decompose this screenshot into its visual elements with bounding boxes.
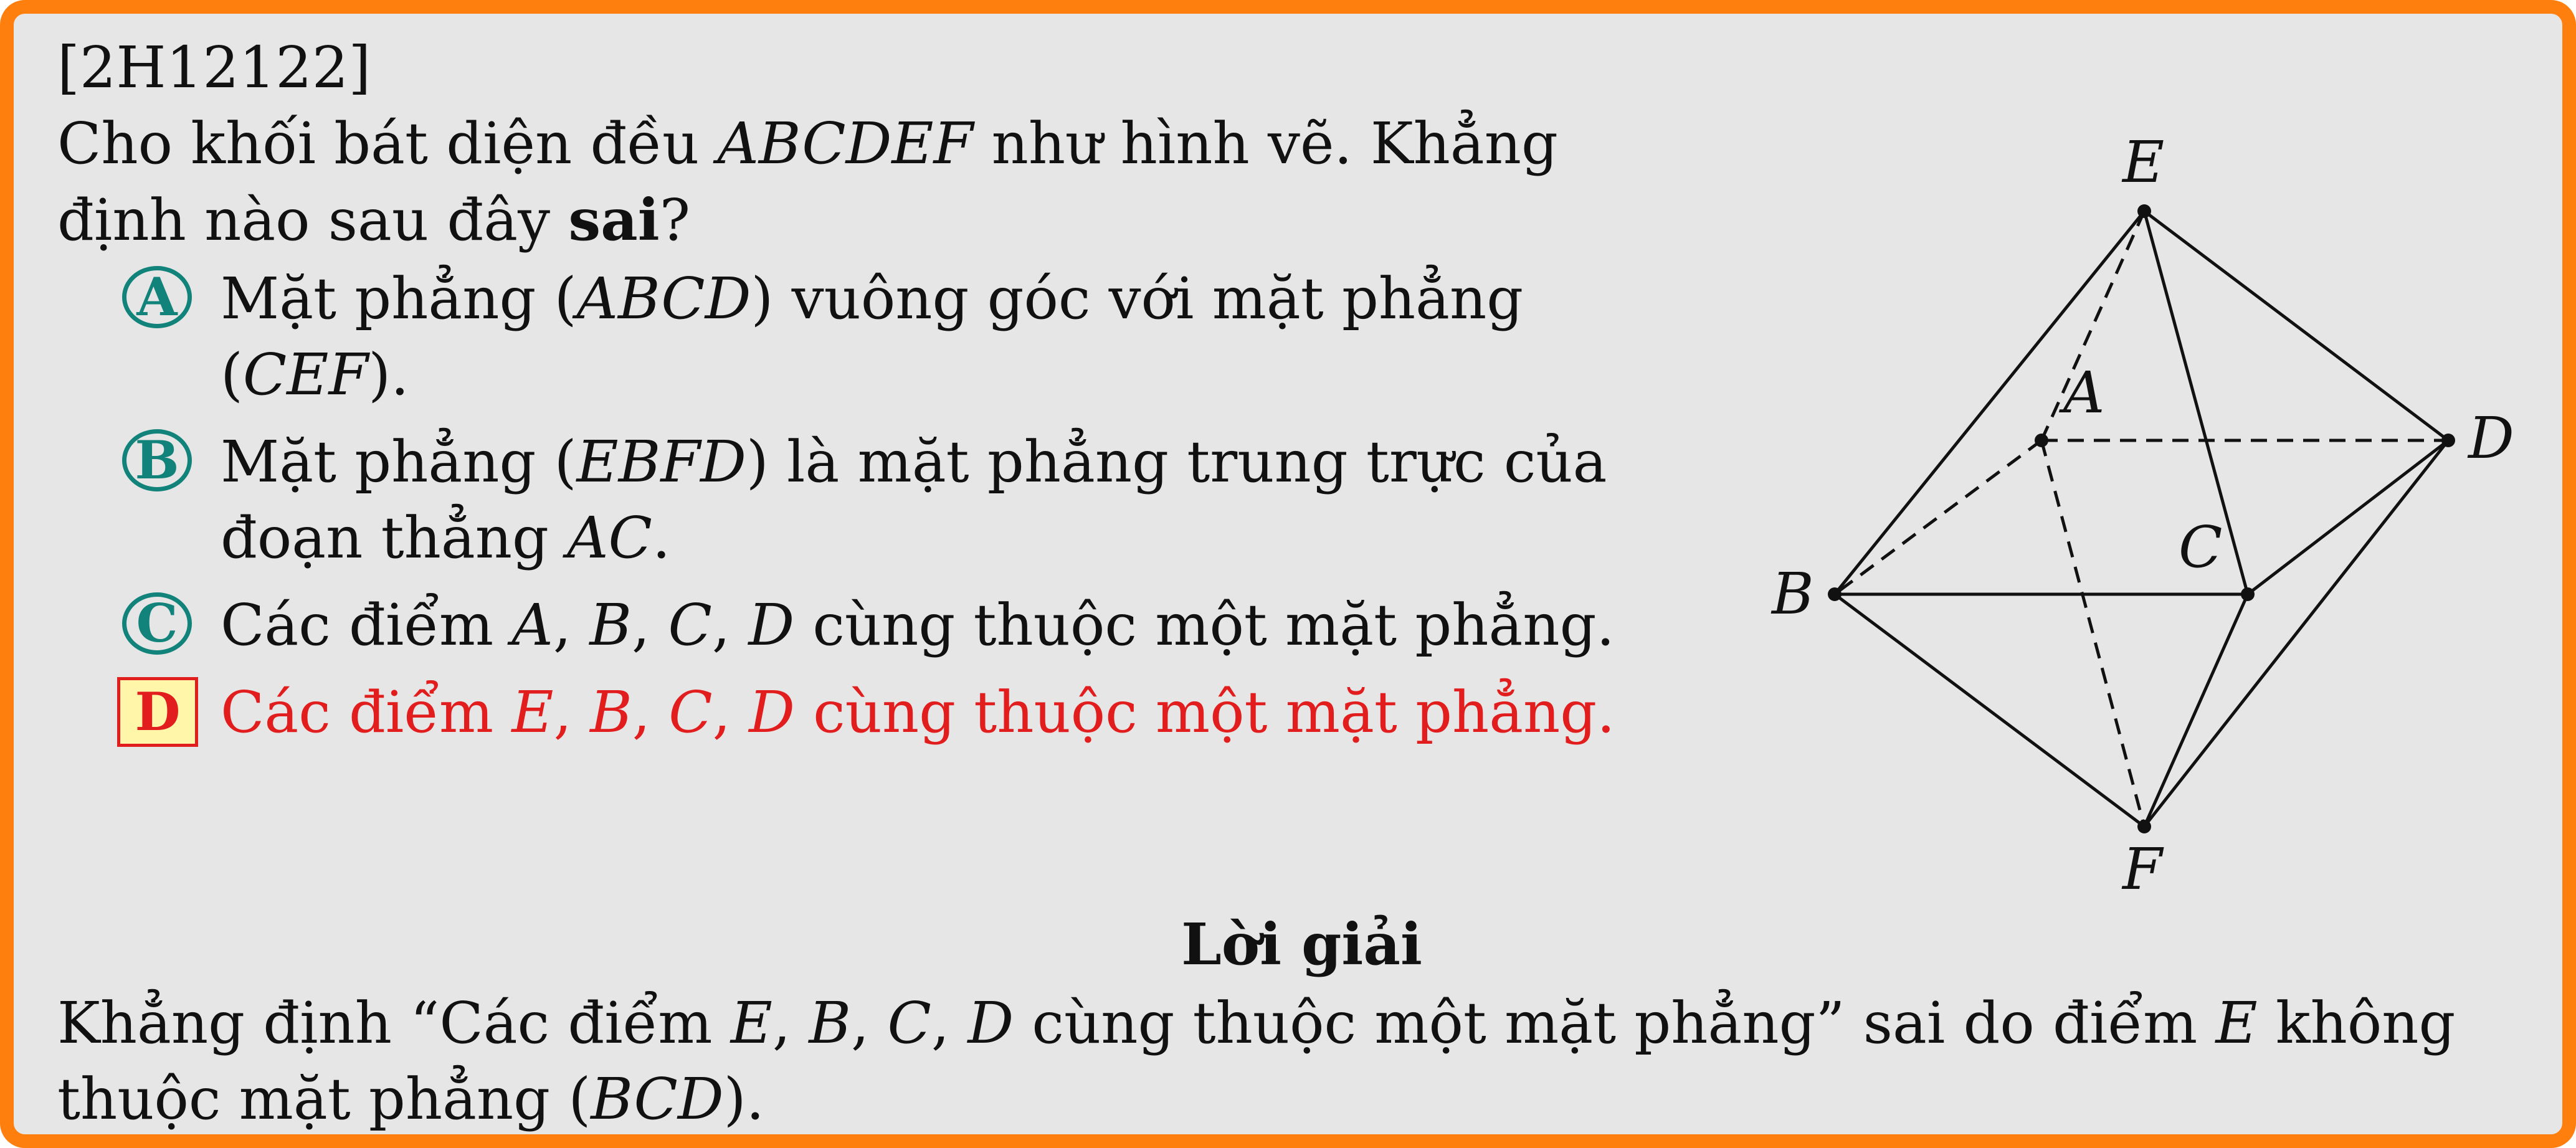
vertex-d <box>2441 434 2455 447</box>
label-f: F <box>2122 836 2162 903</box>
problem-content <box>57 30 1702 762</box>
label-b: B <box>1772 561 1814 627</box>
label-c: C <box>2179 514 2223 581</box>
option-b-text: Mặt phẳng (EBFD) là mặt phẳng trung trực của đoạn thẳng AC. <box>221 429 1607 571</box>
edge-df <box>2144 440 2448 827</box>
vertex-b <box>1828 587 1842 601</box>
option-d-text: Các điểm E, B, C, D cùng thuộc một mặt phẳng. <box>221 679 1615 746</box>
option-a-badge: A <box>122 266 192 328</box>
vertex-c <box>2241 587 2255 601</box>
edge-af <box>2041 440 2144 827</box>
edge-ed <box>2144 211 2448 440</box>
option-c-text: Các điểm A, B, C, D cùng thuộc một mặt phẳng. <box>221 592 1615 658</box>
edge-cd <box>2248 440 2448 594</box>
vertex-e <box>2137 204 2151 218</box>
option-a[interactable] <box>122 261 1702 413</box>
problem-code: [2H12122] <box>57 34 371 101</box>
vertex-a <box>2035 434 2048 447</box>
option-b-badge: B <box>122 429 192 491</box>
option-d[interactable] <box>122 675 1702 751</box>
solution-title: Lời giải <box>1181 911 1422 978</box>
solution-text: Khẳng định “Các điểm E, B, C, D cùng thuộc một mặt phẳng” sai do điểm E không thuộc mặt phẳng (BCD). <box>57 990 2456 1132</box>
option-d-badge: D <box>117 677 198 747</box>
answer-options <box>122 261 1702 751</box>
edge-cf <box>2144 594 2248 827</box>
vertex-f <box>2137 820 2151 833</box>
label-a: A <box>2063 359 2105 426</box>
option-a-text: Mặt phẳng (ABCD) vuông góc với mặt phẳng (CEF). <box>221 265 1524 408</box>
edge-bf <box>1835 594 2144 827</box>
option-b[interactable] <box>122 424 1702 576</box>
edge-ab <box>1835 440 2041 594</box>
question-text: Cho khối bát diện đều ABCDEF như hình vẽ. Khẳng định nào sau đây sai? <box>57 110 1558 254</box>
option-c[interactable] <box>122 587 1702 663</box>
octahedron-figure <box>1733 126 2531 904</box>
option-c-badge: C <box>122 592 192 655</box>
label-d: D <box>2468 405 2514 472</box>
label-e: E <box>2122 129 2165 196</box>
